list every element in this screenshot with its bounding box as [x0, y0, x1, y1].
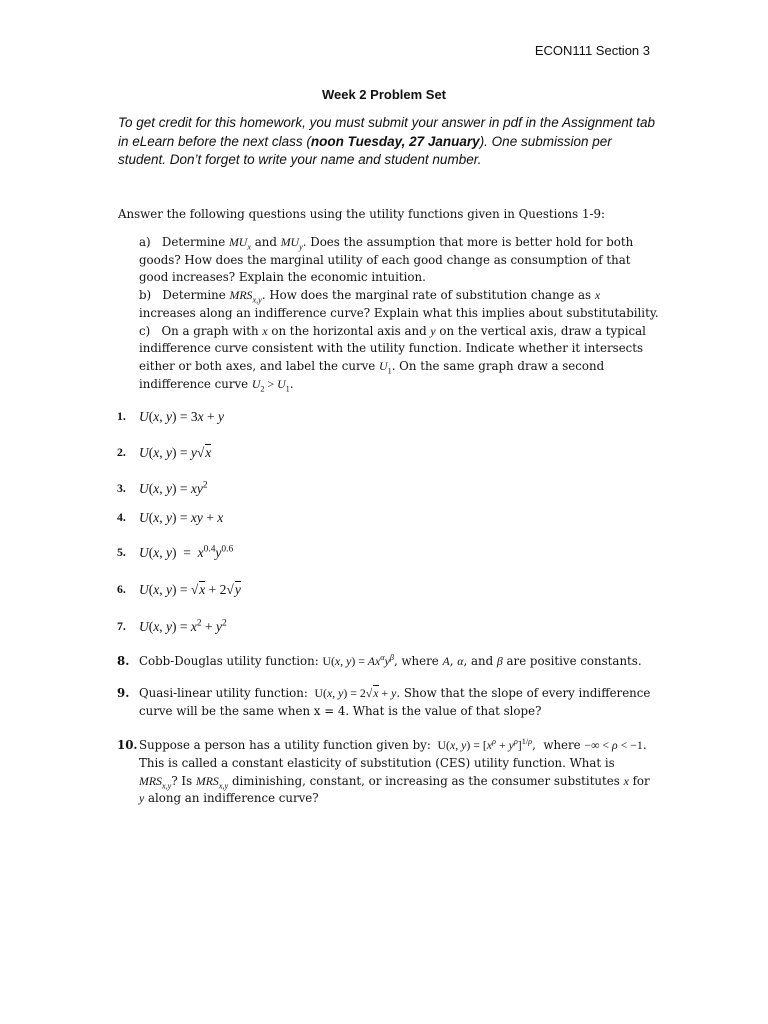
course-label: ECON111 Section 3 — [534, 43, 650, 58]
question-4: 4. U(x, y) = xy + x — [117, 510, 224, 525]
question-2: 2. U(x, y) = y√x — [117, 445, 212, 460]
question-1: 1. U(x, y) = 3x + y — [117, 409, 224, 424]
page-title: Week 2 Problem Set — [321, 87, 447, 102]
question-6: 6. U(x, y) = √x + 2√y — [117, 582, 241, 597]
question-10: 10. Suppose a person has a utility function given by: U(x, $y) = [x^\rho + y^\rho]^{1/\rho}$, where −∞ < ρ < −1. This is called a constant elasticity of substitution (CES) utility function. What is $MRS_{x,y}$? Is $MRS_{x,y}$ diminishing, constant, or increasing as the consumer substitutes x for y along an indifference curve? — [117, 737, 650, 806]
q10-text-6: for — [632, 773, 650, 788]
part-a: a) Determine $MU_x$ and $MU_y$. Does the assumption that more is better hold for both goods? How does the marginal utility of each good change as consumption of that good increases? Explain the economic intuition. — [139, 235, 634, 285]
instructions: Answer the following questions using the utility functions given in Questions 1-9: — [118, 207, 605, 221]
q10-text-5: diminishing, constant, or increasing as the consumer substitutes — [231, 773, 620, 788]
sub-questions — [139, 234, 659, 393]
question-3: 3. U(x, $y) = xy^2$ — [117, 480, 208, 496]
part-c: c) On a graph with x on the horizontal axis and y on the vertical axis, draw a typical indifference curve consistent with the utility function. Indicate whether it intersects either or both axes, and label the curve $U_1$. On the same graph draw a second indifference curve $U_2 > U_1$. — [139, 323, 646, 393]
intro-text-1: To get credit for this homework, you must submit your answer in pdf in the Assignment tab in eLearn before the next class ( — [118, 115, 656, 149]
intro-paragraph — [118, 114, 658, 170]
question-8: 8. Cobb-Douglas utility function: U(x, $y) = Ax^\alpha y^\beta$, where A, α, and β are positive constants. — [117, 653, 642, 668]
q10-text-7: along an indifference curve? — [148, 791, 319, 806]
question-7: 7. U(x, $y) = x^2 + y^2$ — [117, 618, 227, 634]
intro-text-2: ). One submission per student. Don’t forget to write your name and student number. — [118, 133, 612, 167]
question-9: 9. Quasi-linear utility function: U(x, y) = 2√x + y. Show that the slope of every indifference curve will be the same when x = 4. What is the value of that slope? — [117, 686, 651, 718]
question-5: 5. U(x, $y) = x^{0.4}y^{0.6}$ — [117, 544, 234, 560]
part-b: b) Determine $MRS_{x,y}$. How does the marginal rate of substitution change as x increases along an indifference curve? Explain what this implies about substitutability. — [139, 288, 659, 320]
deadline: noon Tuesday, 27 January — [310, 133, 480, 149]
